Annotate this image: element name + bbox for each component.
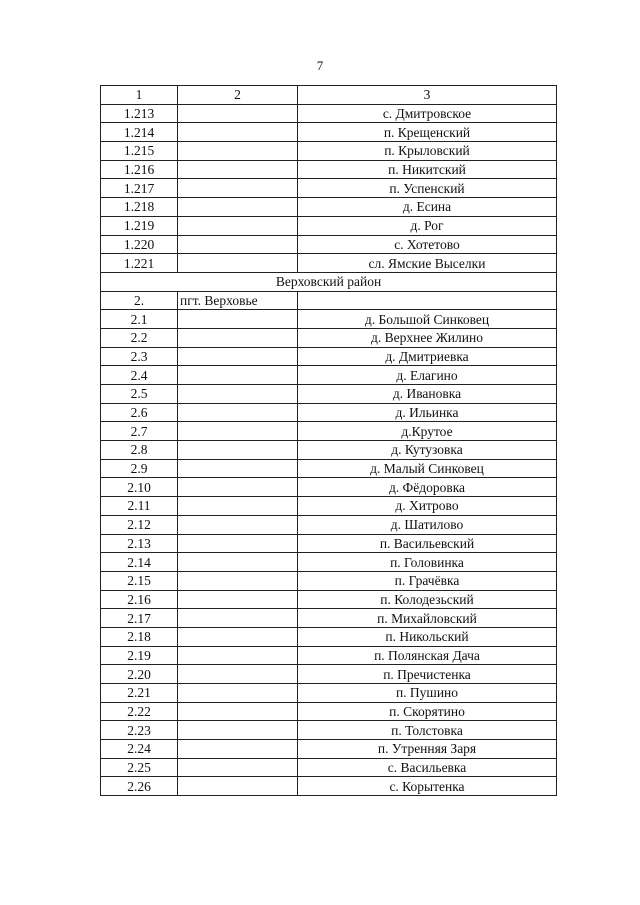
column-header-1: 1: [101, 86, 178, 105]
row-number: 2.26: [101, 777, 178, 796]
settlement-name: д. Хитрово: [298, 497, 557, 516]
row-number: 2.18: [101, 627, 178, 646]
row-number: 2.16: [101, 590, 178, 609]
table-row: [101, 459, 557, 478]
table-row: [101, 366, 557, 385]
settlement-name: п. Михайловский: [298, 609, 557, 628]
settlement-name: п. Толстовка: [298, 721, 557, 740]
row-number: 2.17: [101, 609, 178, 628]
settlement-town: [178, 366, 298, 385]
table-row: [101, 646, 557, 665]
row-number: 1.217: [101, 179, 178, 198]
table-row: [101, 590, 557, 609]
row-number: 1.219: [101, 216, 178, 235]
settlement-town: [178, 609, 298, 628]
settlement-town: [178, 160, 298, 179]
row-number: 1.215: [101, 142, 178, 161]
settlement-name: с. Хотетово: [298, 235, 557, 254]
table-row: [101, 534, 557, 553]
settlement-name: п. Грачёвка: [298, 571, 557, 590]
row-number: 2.12: [101, 515, 178, 534]
settlement-town: [178, 627, 298, 646]
settlement-town: [178, 216, 298, 235]
settlement-town: [178, 571, 298, 590]
table-row: [101, 777, 557, 796]
row-number: 2.19: [101, 646, 178, 665]
settlement-name: д. Ивановка: [298, 385, 557, 404]
row-number: 1.218: [101, 198, 178, 217]
settlement-town: [178, 198, 298, 217]
row-number: 2.4: [101, 366, 178, 385]
table-row: [101, 403, 557, 422]
row-number: 2.2: [101, 328, 178, 347]
settlement-name: д. Ильинка: [298, 403, 557, 422]
settlement-name: п. Пушино: [298, 684, 557, 703]
settlement-name: п. Васильевский: [298, 534, 557, 553]
settlement-town: [178, 441, 298, 460]
table-row: [101, 347, 557, 366]
district-heading: Верховский район: [101, 272, 557, 291]
row-number: 1.216: [101, 160, 178, 179]
settlement-town: [178, 478, 298, 497]
settlement-town: [178, 385, 298, 404]
table-row: [101, 627, 557, 646]
settlement-name: с. Васильевка: [298, 758, 557, 777]
row-number: 2.9: [101, 459, 178, 478]
row-number: 1.221: [101, 254, 178, 273]
row-number: 2.15: [101, 571, 178, 590]
settlement-name: п. Полянская Дача: [298, 646, 557, 665]
settlement-town: [178, 758, 298, 777]
table-row: [101, 665, 557, 684]
table-row: [101, 310, 557, 329]
settlement-name: с. Дмитровское: [298, 104, 557, 123]
table-row: [101, 160, 557, 179]
settlement-town: [178, 702, 298, 721]
row-number: 2.24: [101, 740, 178, 759]
settlement-town: [178, 740, 298, 759]
settlement-town: [178, 104, 298, 123]
table-row: [101, 478, 557, 497]
row-number: 2.1: [101, 310, 178, 329]
table-row: [101, 497, 557, 516]
settlement-name: сл. Ямские Выселки: [298, 254, 557, 273]
settlement-town: [178, 497, 298, 516]
table-row: [101, 142, 557, 161]
settlement-town: [178, 590, 298, 609]
settlement-town: [178, 459, 298, 478]
settlement-town: [178, 235, 298, 254]
settlement-name: д. Большой Синковец: [298, 310, 557, 329]
settlement-name: п. Головинка: [298, 553, 557, 572]
settlement-town: [178, 646, 298, 665]
settlement-town: [178, 684, 298, 703]
table-row: [101, 422, 557, 441]
settlement-name: п. Крыловский: [298, 142, 557, 161]
table-row: [101, 684, 557, 703]
settlement-name: д. Малый Синковец: [298, 459, 557, 478]
row-number: 2.20: [101, 665, 178, 684]
settlement-town: [178, 310, 298, 329]
settlement-name: д.Крутое: [298, 422, 557, 441]
table-row: [101, 123, 557, 142]
table-row: [101, 609, 557, 628]
settlement-name: с. Корытенка: [298, 777, 557, 796]
table-row: [101, 441, 557, 460]
table-row: [101, 328, 557, 347]
table-row: [101, 702, 557, 721]
settlement-name: п. Пречистенка: [298, 665, 557, 684]
settlement-town: [178, 328, 298, 347]
row-number: 2.25: [101, 758, 178, 777]
settlement-name: [298, 291, 557, 310]
table-row: [101, 198, 557, 217]
district-row: [101, 272, 557, 291]
table-row: [101, 721, 557, 740]
settlements-table: [100, 85, 557, 796]
table-row: [101, 553, 557, 572]
table-row: [101, 104, 557, 123]
row-number: 1.220: [101, 235, 178, 254]
page-number: 7: [316, 58, 324, 73]
row-number: 2.10: [101, 478, 178, 497]
row-number: 2.22: [101, 702, 178, 721]
settlement-name: д. Кутузовка: [298, 441, 557, 460]
settlement-town: [178, 254, 298, 273]
settlement-town: [178, 142, 298, 161]
table-row: [101, 515, 557, 534]
row-number: 2.5: [101, 385, 178, 404]
settlement-name: п. Утренняя Заря: [298, 740, 557, 759]
row-number: 1.214: [101, 123, 178, 142]
settlement-name: п. Никитский: [298, 160, 557, 179]
settlement-name: д. Елагино: [298, 366, 557, 385]
settlement-town: [178, 553, 298, 572]
settlement-town: [178, 422, 298, 441]
settlement-town: [178, 721, 298, 740]
row-number: 2.11: [101, 497, 178, 516]
table-row: [101, 740, 557, 759]
settlement-town: [178, 403, 298, 422]
settlement-name: п. Колодезьский: [298, 590, 557, 609]
settlement-name: п. Никольский: [298, 627, 557, 646]
settlement-town: пгт. Верховье: [178, 291, 298, 310]
settlement-name: д. Дмитриевка: [298, 347, 557, 366]
settlement-name: д. Фёдоровка: [298, 478, 557, 497]
table-row: [101, 571, 557, 590]
settlement-town: [178, 347, 298, 366]
settlement-name: д. Шатилово: [298, 515, 557, 534]
table-row: [101, 291, 557, 310]
row-number: 2.14: [101, 553, 178, 572]
settlement-town: [178, 179, 298, 198]
row-number: 2.13: [101, 534, 178, 553]
settlement-town: [178, 534, 298, 553]
table-header-row: [101, 86, 557, 105]
settlement-name: д. Верхнее Жилино: [298, 328, 557, 347]
settlement-town: [178, 777, 298, 796]
row-number: 2.23: [101, 721, 178, 740]
table-row: [101, 179, 557, 198]
column-header-3: 3: [298, 86, 557, 105]
settlement-name: д. Рог: [298, 216, 557, 235]
row-number: 2.8: [101, 441, 178, 460]
row-number: 2.6: [101, 403, 178, 422]
column-header-2: 2: [178, 86, 298, 105]
settlement-name: д. Есина: [298, 198, 557, 217]
row-number: 2.: [101, 291, 178, 310]
settlement-name: п. Скорятино: [298, 702, 557, 721]
row-number: 2.3: [101, 347, 178, 366]
row-number: 1.213: [101, 104, 178, 123]
settlement-town: [178, 123, 298, 142]
settlement-name: п. Крещенский: [298, 123, 557, 142]
row-number: 2.7: [101, 422, 178, 441]
table-row: [101, 385, 557, 404]
table-row: [101, 216, 557, 235]
settlement-name: п. Успенский: [298, 179, 557, 198]
row-number: 2.21: [101, 684, 178, 703]
table-row: [101, 254, 557, 273]
settlement-town: [178, 515, 298, 534]
table-row: [101, 758, 557, 777]
table-row: [101, 235, 557, 254]
settlement-town: [178, 665, 298, 684]
